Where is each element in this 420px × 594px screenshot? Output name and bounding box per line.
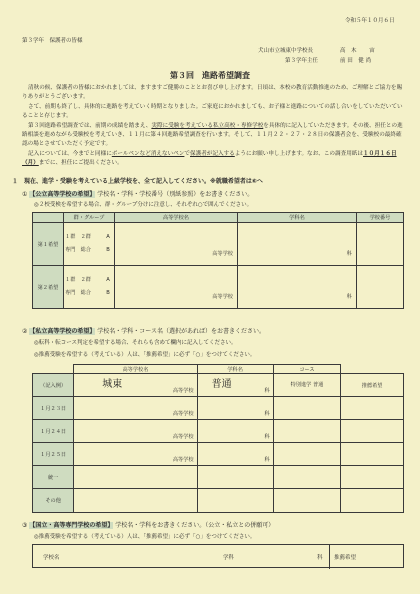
s3-note-text: ◎推薦受験を希望する（考えている）人は、「推薦希望」に必ず「 xyxy=(34,534,196,540)
intro-p3-underlined: 実際に受験を考えている私立高校・専修学校 xyxy=(151,123,264,129)
row-label: その他 xyxy=(33,489,74,513)
s3-title: 【国立・高等専門学校の希望】 xyxy=(29,522,114,529)
s2-number: ② xyxy=(22,328,28,335)
recommend-field[interactable] xyxy=(341,443,404,466)
example-dept-handwritten: 普通 xyxy=(211,379,232,390)
s2-heading xyxy=(22,326,265,335)
s1-heading xyxy=(22,189,253,198)
course-field[interactable] xyxy=(273,397,341,420)
dept-name-field[interactable] xyxy=(197,443,273,466)
dept-suffix: 科 xyxy=(346,251,352,257)
example-dept xyxy=(197,374,273,397)
dept-name-field[interactable] xyxy=(243,549,313,565)
intro-p4-deadline: １０月１６日（月） xyxy=(22,151,397,166)
s3-description: 学校名・学科をお書きください。（公立・私立との併願可） xyxy=(115,522,275,529)
section-heading: １ 現在、進学・受験を考えている上級学校を、全て記入してください。※就職希望者は⑥へ xyxy=(12,178,263,185)
group-options[interactable] xyxy=(64,223,103,266)
dept-name-field[interactable] xyxy=(238,223,357,266)
intro-p3-text: 第３回進路希望調査では、前期の成績を踏まえ、 xyxy=(28,123,152,129)
header-blank-right xyxy=(341,365,404,374)
row-label: １月２３日 xyxy=(33,397,74,420)
intro-paragraph-1: 清秋の候、保護者の皆様におかれましては、ますますご健勝のこととお喜び申し上げます。日頃は、本校の教育活動推進のため、ご理解とご協力を賜りありがとうございます。 xyxy=(22,85,403,100)
ab-option-a: A xyxy=(106,277,110,283)
row-label: 第２希望 xyxy=(33,266,64,309)
header-blank xyxy=(33,213,64,223)
school-number-field[interactable] xyxy=(357,223,404,266)
dept-name-field[interactable] xyxy=(197,489,273,513)
dept-name-field[interactable] xyxy=(238,266,357,309)
table-row xyxy=(33,223,404,266)
s3-note-text-2: 」をつけてください。 xyxy=(200,534,256,540)
s2-note-2-text: ◎推薦受験を希望する（考えている）人は、「推薦希望」に必ず「 xyxy=(34,352,196,358)
dept-name-field[interactable] xyxy=(197,466,273,489)
document-date: 令和５年１０月６日 xyxy=(345,18,395,24)
document-title: 第３回 進路希望調査 xyxy=(170,71,250,80)
example-school xyxy=(74,374,197,397)
s2-note-2-circle: ○ xyxy=(195,352,201,358)
s1-note-text: ２校受検を希望する場合、群・グループ分けに注意し、それぞれ○で囲んでください。 xyxy=(38,202,253,208)
course-field[interactable] xyxy=(273,466,341,489)
intro-paragraph-4 xyxy=(22,150,404,168)
s2-description: 学校名・学科・コース名（選択があれば）をお書きください。 xyxy=(97,328,265,335)
table-row xyxy=(33,466,404,489)
row-label: 統一 xyxy=(33,466,74,489)
course-field[interactable] xyxy=(273,489,341,513)
school-name-field[interactable] xyxy=(115,223,238,266)
header-school-name: 高等学校名 xyxy=(74,365,197,374)
public-school-table xyxy=(32,212,404,309)
school-name-field[interactable] xyxy=(74,489,197,513)
school-suffix: 高等学校 xyxy=(212,251,233,257)
intro-p4-underlined-pen: ボールペンなど消えないペン xyxy=(111,151,185,157)
group-option-1: １群 ２群 xyxy=(65,277,91,283)
header-group: 群・グループ xyxy=(64,213,115,223)
ab-options[interactable] xyxy=(102,266,115,309)
s1-title: 【公立高等学校の希望】 xyxy=(29,191,96,198)
row-label: １月２５日 xyxy=(33,443,74,466)
group-option-2: 専門 総合 xyxy=(65,290,91,296)
dept-name-field[interactable] xyxy=(197,420,273,443)
dept-suffix: 科 xyxy=(264,411,270,417)
header-school-number: 学校番号 xyxy=(357,213,404,223)
s3-number: ③ xyxy=(22,522,28,529)
school-suffix: 高等学校 xyxy=(172,434,194,440)
school-suffix: 高等学校 xyxy=(172,388,194,394)
recommend-field[interactable] xyxy=(341,397,404,420)
intro-paragraph-2: さて、前期も終了し、具体的に進路を考えていく時期となりました。ご家庭におかれましても、お子様と進路についての話し合いをしていただいていることと存じます。 xyxy=(22,104,403,119)
s3-note xyxy=(34,532,255,540)
s2-note-2 xyxy=(34,350,255,358)
table-row xyxy=(33,420,404,443)
row-label: 第１希望 xyxy=(33,223,64,266)
national-school-box xyxy=(32,544,404,568)
example-label: （記入例） xyxy=(33,374,74,397)
private-school-table xyxy=(32,364,404,513)
example-school-handwritten: 城東 xyxy=(102,379,123,390)
sender-grade-title: 第３学年主任 xyxy=(285,58,319,64)
s3-note-circle: ○ xyxy=(195,534,201,540)
s2-note-1: ◎転科・転コース判定を希望する場合、それらも含めて欄内に記入してください。 xyxy=(34,340,237,346)
recommend-cell[interactable] xyxy=(329,545,405,569)
school-number-field[interactable] xyxy=(357,266,404,309)
dept-suffix: 科 xyxy=(264,457,270,463)
recommend-label: 推薦希望 xyxy=(334,555,357,561)
school-name-field[interactable] xyxy=(115,266,238,309)
example-course xyxy=(273,374,341,397)
intro-p4-text-3: ようにお願い申し上げます。なお、この調査用紙は xyxy=(234,151,363,157)
dept-label: 学科 xyxy=(223,555,235,561)
s1-note-mark: ◎ xyxy=(34,202,39,208)
dept-suffix: 科 xyxy=(264,388,270,394)
school-suffix: 高等学校 xyxy=(172,411,194,417)
s1-note xyxy=(34,200,252,208)
s1-number: ① xyxy=(22,191,28,198)
school-name-field[interactable] xyxy=(74,397,197,420)
s2-note-2-text-2: 」をつけてください。 xyxy=(200,352,256,358)
intro-p4-text: 記入については、今までと同様に xyxy=(28,151,112,157)
s2-title: 【私立高等学校の希望】 xyxy=(29,328,96,335)
row-label: １月２４日 xyxy=(33,420,74,443)
school-name-field[interactable] xyxy=(73,549,213,565)
recipient-line: 第３学年 保護者の皆様 xyxy=(22,38,83,44)
group-options[interactable] xyxy=(64,266,103,309)
school-name-field[interactable] xyxy=(74,443,197,466)
school-name-field[interactable] xyxy=(74,466,197,489)
header-blank xyxy=(33,365,74,374)
header-school-name: 高等学校名 xyxy=(115,213,238,223)
intro-p4-text-4: までに、担任にご提出ください。 xyxy=(38,160,123,166)
dept-suffix: 科 xyxy=(264,434,270,440)
school-suffix: 高等学校 xyxy=(172,457,194,463)
header-course: コース xyxy=(273,365,341,374)
recommend-field[interactable] xyxy=(341,466,404,489)
table-row xyxy=(33,443,404,466)
school-name-field[interactable] xyxy=(74,420,197,443)
school-suffix: 高等学校 xyxy=(212,294,233,300)
header-dept-name: 学科名 xyxy=(197,365,273,374)
table-row xyxy=(33,266,404,309)
intro-p3-text-2: を具体的に記入していただきます。その後、担任との進路相談を進めながら受験校を考えていき、１１月に第４回進路希望調査を行います。そして、１１月２２・２７・２８日の保護者会を、受験校の最終確認の場とさせていただく予定です。 xyxy=(22,123,403,147)
ab-option-a: A xyxy=(106,234,110,240)
example-row xyxy=(33,374,404,397)
sender-school: 犬山市立城東中学校長 xyxy=(258,48,314,54)
recommend-field[interactable] xyxy=(341,420,404,443)
intro-p4-underlined-guardian: 保護者が記入する xyxy=(190,151,235,157)
dept-suffix: 科 xyxy=(317,555,323,561)
header-dept-name: 学科名 xyxy=(238,213,357,223)
table-row xyxy=(33,489,404,513)
s1-description: 学校名・学科・学校番号（別紙参照）をお書きください。 xyxy=(97,191,254,198)
group-option-2: 専門 総合 xyxy=(65,247,91,253)
recommend-header: 推薦希望 xyxy=(341,374,404,397)
school-label: 学校名 xyxy=(43,555,60,561)
intro-p4-text-2: で xyxy=(184,151,191,157)
course-field[interactable] xyxy=(273,443,341,466)
ab-option-b: B xyxy=(106,247,110,253)
example-course-text: 特別進学 普通 xyxy=(290,382,324,388)
dept-suffix: 科 xyxy=(346,294,352,300)
sender-grade-name: 前 田 健 尚 xyxy=(340,58,371,64)
group-option-1: １群 ２群 xyxy=(65,234,91,240)
dept-name-field[interactable] xyxy=(197,397,273,420)
table-row xyxy=(33,397,404,420)
ab-option-b: B xyxy=(106,290,110,296)
sender-principal-name: 高 木 宙 xyxy=(340,48,375,54)
ab-options[interactable] xyxy=(102,223,115,266)
s3-heading xyxy=(22,520,274,529)
intro-paragraph-3 xyxy=(22,122,404,149)
recommend-field[interactable] xyxy=(341,489,404,513)
course-field[interactable] xyxy=(273,420,341,443)
